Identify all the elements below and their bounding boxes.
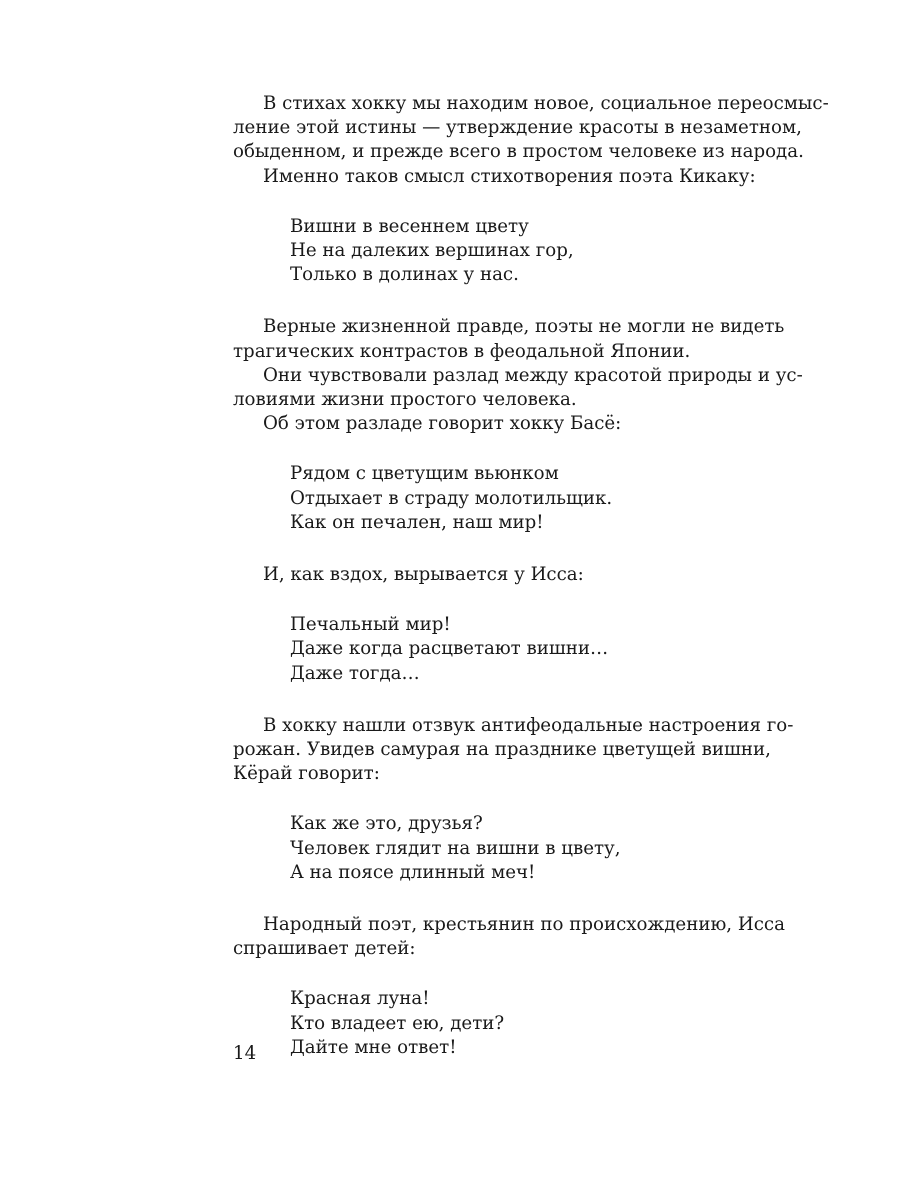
verse-line: Человек глядит на вишни в цвету, — [290, 837, 621, 859]
text-line: ление этой истины — утверждение красоты в незаметном, — [233, 117, 802, 139]
text-line: ловиями жизни простого человека. — [233, 389, 577, 411]
verse-line: Печальный мир! — [290, 614, 451, 636]
page-number: 14 — [233, 1043, 257, 1064]
text-line: спрашивает детей: — [233, 938, 416, 960]
text-line: Кёрай говорит: — [233, 763, 380, 785]
paragraph — [203, 315, 785, 363]
verse-kikaku — [290, 215, 743, 288]
text-line: трагических контрастов в феодальной Японии. — [233, 340, 691, 362]
verse-line: Вишни в весеннем цвету — [290, 215, 529, 237]
text-line: рожан. Увидев самурая на празднике цветущей вишни, — [233, 739, 771, 761]
text-line: В хокку нашли отзвук антифеодальные настроения го- — [263, 714, 794, 736]
paragraph — [203, 563, 743, 587]
verse-issa-sad-world — [290, 613, 743, 686]
page-body — [203, 92, 829, 1060]
verse-line: Отдыхает в страду молотильщик. — [290, 487, 613, 509]
verse-line: Дайте мне ответ! — [290, 1036, 457, 1058]
text-line: Они чувствовали разлад между красотой природы и ус- — [263, 364, 803, 386]
text-line: И, как вздох, вырывается у Исса: — [263, 564, 584, 586]
verse-line: Рядом с цветущим вьюнком — [290, 463, 559, 485]
paragraph — [203, 412, 743, 436]
text-line: Верные жизненной правде, поэты не могли не видеть — [263, 316, 785, 338]
verse-basho — [290, 462, 743, 535]
verse-line: Даже тогда… — [290, 662, 420, 684]
text-line: Об этом разладе говорит хокку Басё: — [263, 413, 622, 435]
paragraph — [203, 913, 785, 961]
paragraph — [203, 714, 794, 787]
verse-line: Красная луна! — [290, 988, 430, 1010]
paragraph — [203, 92, 829, 165]
verse-line: А на поясе длинный меч! — [290, 861, 536, 883]
text-line: Именно таков смысл стихотворения поэта Кикаку: — [263, 165, 756, 187]
verse-line: Как же это, друзья? — [290, 813, 483, 835]
verse-issa-red-moon — [290, 987, 743, 1060]
verse-line: Даже когда расцветают вишни… — [290, 638, 609, 660]
verse-line: Как он печален, наш мир! — [290, 511, 544, 533]
verse-kyorai — [290, 812, 743, 885]
verse-line: Только в долинах у нас. — [290, 264, 519, 286]
verse-line: Не на далеких вершинах гор, — [290, 240, 574, 262]
text-line: В стихах хокку мы находим новое, социальное переосмыс- — [263, 93, 829, 114]
verse-line: Кто владеет ею, дети? — [290, 1012, 505, 1034]
text-line: обыденном, и прежде всего в простом человеке из народа. — [233, 141, 804, 163]
paragraph — [203, 364, 803, 412]
text-line: Народный поэт, крестьянин по происхождению, Исса — [263, 914, 785, 936]
paragraph — [203, 165, 756, 189]
